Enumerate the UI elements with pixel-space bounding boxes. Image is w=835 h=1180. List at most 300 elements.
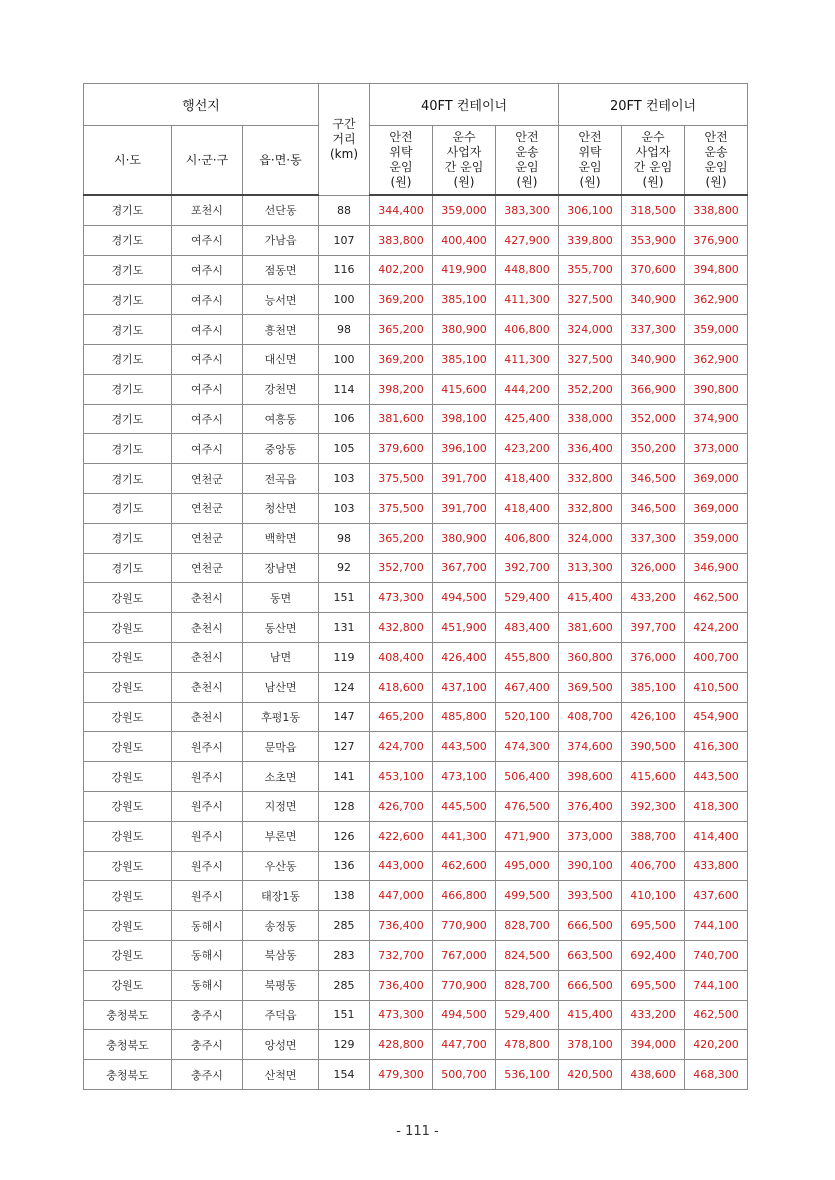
ft40-between-rate-cell: 466,800 [433, 881, 496, 911]
eupmyeondong-cell: 지정면 [243, 791, 319, 821]
ft40-between-rate-cell: 770,900 [433, 911, 496, 941]
ft20-transport-rate-cell: 433,800 [685, 851, 748, 881]
ft40-between-rate-cell: 400,400 [433, 225, 496, 255]
ft20-between-rate-cell: 376,000 [622, 642, 685, 672]
ft40-transport-rate-cell: 499,500 [496, 881, 559, 911]
distance-cell: 103 [319, 493, 370, 523]
ft20-transport-rate-cell: 362,900 [685, 344, 748, 374]
ft40-consign-rate-cell: 418,600 [370, 672, 433, 702]
ft20-transport-rate-cell: 394,800 [685, 255, 748, 285]
eupmyeondong-cell: 흥천면 [243, 315, 319, 345]
distance-cell: 141 [319, 762, 370, 792]
sigungu-cell: 동해시 [172, 970, 243, 1000]
ft40-consign-rate-cell: 344,400 [370, 195, 433, 225]
ft20-transport-rate-cell: 420,200 [685, 1030, 748, 1060]
ft40-transport-rate-cell: 536,100 [496, 1060, 559, 1090]
ft20-consign-rate-cell: 327,500 [559, 344, 622, 374]
eupmyeondong-cell: 부론면 [243, 821, 319, 851]
ft20-between-rate-cell: 346,500 [622, 493, 685, 523]
distance-cell: 136 [319, 851, 370, 881]
ft40-consign-rate-cell: 369,200 [370, 285, 433, 315]
ft20-between-rate-cell: 340,900 [622, 344, 685, 374]
sigungu-cell: 동해시 [172, 911, 243, 941]
distance-cell: 116 [319, 255, 370, 285]
ft20-transport-rate-cell: 443,500 [685, 762, 748, 792]
ft20-consign-rate-cell: 339,800 [559, 225, 622, 255]
sido-cell: 경기도 [84, 374, 172, 404]
ft40-consign-rate-cell: 732,700 [370, 940, 433, 970]
sigungu-cell: 원주시 [172, 732, 243, 762]
table-row [84, 762, 748, 792]
ft40-transport-rate-cell: 406,800 [496, 315, 559, 345]
ft20-transport-rate-cell: 740,700 [685, 940, 748, 970]
ft20-transport-rate-cell: 400,700 [685, 642, 748, 672]
ft40-between-rate-cell: 391,700 [433, 493, 496, 523]
ft40-consign-rate-cell: 365,200 [370, 523, 433, 553]
distance-cell: 119 [319, 642, 370, 672]
sigungu-cell: 춘천시 [172, 642, 243, 672]
sigungu-cell: 춘천시 [172, 583, 243, 613]
ft40-transport-rate-cell: 418,400 [496, 493, 559, 523]
freight-rate-table [83, 83, 748, 1090]
sigungu-cell: 춘천시 [172, 613, 243, 643]
sigungu-cell: 여주시 [172, 255, 243, 285]
sido-cell: 강원도 [84, 821, 172, 851]
ft40-between-rate-cell: 473,100 [433, 762, 496, 792]
header-row-sub [84, 126, 748, 196]
ft20-transport-rate-cell: 744,100 [685, 970, 748, 1000]
ft40-transport-rate-cell: 411,300 [496, 344, 559, 374]
ft40-between-rate-cell: 415,600 [433, 374, 496, 404]
ft40-between-rate-cell: 437,100 [433, 672, 496, 702]
distance-cell: 129 [319, 1030, 370, 1060]
sido-cell: 경기도 [84, 464, 172, 494]
sigungu-cell: 포천시 [172, 195, 243, 225]
table-row [84, 315, 748, 345]
sido-cell: 경기도 [84, 523, 172, 553]
sido-cell: 충청북도 [84, 1060, 172, 1090]
ft20-transport-rate-cell: 414,400 [685, 821, 748, 851]
ft20-transport-rate-cell: 418,300 [685, 791, 748, 821]
sigungu-cell: 여주시 [172, 344, 243, 374]
table-row [84, 374, 748, 404]
table-row [84, 821, 748, 851]
ft20-between-rate-cell: 695,500 [622, 911, 685, 941]
ft40-consign-rate-cell: 736,400 [370, 911, 433, 941]
distance-cell: 151 [319, 1000, 370, 1030]
ft20-consign-rate-cell: 336,400 [559, 434, 622, 464]
ft40-consign-rate-cell: 408,400 [370, 642, 433, 672]
ft40-between-rate-cell: 494,500 [433, 583, 496, 613]
table-row [84, 225, 748, 255]
ft20-transport-rate-cell: 437,600 [685, 881, 748, 911]
eupmyeondong-cell: 소초면 [243, 762, 319, 792]
ft40-consign-rate-cell: 479,300 [370, 1060, 433, 1090]
ft20-transport-rate-header: 안전 운송 운임 (원) [685, 126, 748, 196]
ft20-consign-rate-cell: 324,000 [559, 523, 622, 553]
sido-cell: 강원도 [84, 911, 172, 941]
ft20-consign-rate-cell: 381,600 [559, 613, 622, 643]
distance-cell: 88 [319, 195, 370, 225]
ft20-transport-rate-cell: 346,900 [685, 553, 748, 583]
ft40-between-rate-cell: 443,500 [433, 732, 496, 762]
eupmyeondong-cell: 청산면 [243, 493, 319, 523]
ft40-between-rate-cell: 485,800 [433, 702, 496, 732]
sido-cell: 경기도 [84, 493, 172, 523]
distance-cell: 154 [319, 1060, 370, 1090]
ft20-consign-rate-cell: 324,000 [559, 315, 622, 345]
sido-cell: 경기도 [84, 434, 172, 464]
table-row [84, 553, 748, 583]
ft20-between-rate-cell: 394,000 [622, 1030, 685, 1060]
sido-cell: 강원도 [84, 940, 172, 970]
sigungu-cell: 원주시 [172, 821, 243, 851]
ft20-consign-rate-cell: 415,400 [559, 1000, 622, 1030]
ft40-transport-rate-cell: 520,100 [496, 702, 559, 732]
sido-header: 시·도 [84, 126, 172, 196]
ft20-between-rate-cell: 426,100 [622, 702, 685, 732]
ft20-consign-rate-cell: 666,500 [559, 911, 622, 941]
ft20-between-rate-cell: 385,100 [622, 672, 685, 702]
ft20-header: 20FT 컨테이너 [559, 84, 748, 126]
distance-cell: 100 [319, 344, 370, 374]
ft20-between-rate-cell: 366,900 [622, 374, 685, 404]
sido-cell: 강원도 [84, 881, 172, 911]
eupmyeondong-cell: 주덕읍 [243, 1000, 319, 1030]
ft40-between-rate-cell: 385,100 [433, 285, 496, 315]
ft20-consign-rate-cell: 332,800 [559, 493, 622, 523]
eupmyeondong-cell: 송정동 [243, 911, 319, 941]
ft20-between-rate-cell: 415,600 [622, 762, 685, 792]
ft20-consign-rate-cell: 313,300 [559, 553, 622, 583]
ft40-consign-rate-cell: 432,800 [370, 613, 433, 643]
ft40-transport-rate-cell: 427,900 [496, 225, 559, 255]
ft40-consign-rate-cell: 443,000 [370, 851, 433, 881]
ft20-between-rate-cell: 326,000 [622, 553, 685, 583]
ft20-consign-rate-cell: 408,700 [559, 702, 622, 732]
ft40-between-rate-cell: 385,100 [433, 344, 496, 374]
ft20-transport-rate-cell: 369,000 [685, 493, 748, 523]
ft20-between-rate-cell: 692,400 [622, 940, 685, 970]
header-row-top [84, 84, 748, 126]
distance-header: 구간 거리 (km) [319, 84, 370, 196]
sido-cell: 강원도 [84, 583, 172, 613]
ft20-transport-rate-cell: 369,000 [685, 464, 748, 494]
ft40-between-rate-cell: 451,900 [433, 613, 496, 643]
distance-cell: 124 [319, 672, 370, 702]
table-row [84, 464, 748, 494]
ft40-transport-rate-cell: 474,300 [496, 732, 559, 762]
ft20-between-rate-cell: 346,500 [622, 464, 685, 494]
distance-cell: 147 [319, 702, 370, 732]
table-row [84, 940, 748, 970]
ft20-between-rate-cell: 370,600 [622, 255, 685, 285]
ft20-transport-rate-cell: 468,300 [685, 1060, 748, 1090]
table-row [84, 1000, 748, 1030]
ft20-consign-rate-cell: 378,100 [559, 1030, 622, 1060]
ft40-between-rate-cell: 770,900 [433, 970, 496, 1000]
distance-cell: 128 [319, 791, 370, 821]
ft20-between-rate-cell: 350,200 [622, 434, 685, 464]
ft20-between-rate-cell: 438,600 [622, 1060, 685, 1090]
table-row [84, 672, 748, 702]
sido-cell: 강원도 [84, 851, 172, 881]
eupmyeondong-cell: 전곡읍 [243, 464, 319, 494]
ft40-between-rate-cell: 391,700 [433, 464, 496, 494]
table-row [84, 911, 748, 941]
sigungu-cell: 동해시 [172, 940, 243, 970]
ft40-transport-rate-cell: 506,400 [496, 762, 559, 792]
eupmyeondong-cell: 남면 [243, 642, 319, 672]
ft20-between-rate-cell: 406,700 [622, 851, 685, 881]
eupmyeondong-cell: 북삼동 [243, 940, 319, 970]
sido-cell: 강원도 [84, 672, 172, 702]
ft40-consign-rate-cell: 736,400 [370, 970, 433, 1000]
ft40-between-rate-cell: 396,100 [433, 434, 496, 464]
ft20-between-rate-cell: 410,100 [622, 881, 685, 911]
ft40-consign-rate-cell: 365,200 [370, 315, 433, 345]
ft40-between-rate-cell: 494,500 [433, 1000, 496, 1030]
page-number: - 111 - [396, 1124, 439, 1139]
ft40-transport-rate-cell: 406,800 [496, 523, 559, 553]
table-row [84, 702, 748, 732]
ft20-transport-rate-cell: 359,000 [685, 315, 748, 345]
eupmyeondong-cell: 동산면 [243, 613, 319, 643]
ft40-consign-rate-cell: 465,200 [370, 702, 433, 732]
ft40-consign-rate-cell: 422,600 [370, 821, 433, 851]
ft20-consign-rate-cell: 352,200 [559, 374, 622, 404]
ft20-consign-rate-cell: 398,600 [559, 762, 622, 792]
ft20-consign-rate-cell: 415,400 [559, 583, 622, 613]
eupmyeondong-cell: 선단동 [243, 195, 319, 225]
ft20-between-rate-cell: 337,300 [622, 315, 685, 345]
sido-cell: 경기도 [84, 195, 172, 225]
sigungu-cell: 춘천시 [172, 672, 243, 702]
ft20-consign-rate-cell: 393,500 [559, 881, 622, 911]
ft40-consign-rate-cell: 473,300 [370, 583, 433, 613]
ft20-transport-rate-cell: 376,900 [685, 225, 748, 255]
distance-cell: 100 [319, 285, 370, 315]
ft20-between-rate-cell: 318,500 [622, 195, 685, 225]
sigungu-cell: 여주시 [172, 404, 243, 434]
table-row [84, 970, 748, 1000]
ft20-between-rate-cell: 388,700 [622, 821, 685, 851]
ft40-transport-rate-cell: 448,800 [496, 255, 559, 285]
ft40-transport-rate-cell: 471,900 [496, 821, 559, 851]
ft40-between-rate-cell: 426,400 [433, 642, 496, 672]
ft20-transport-rate-cell: 390,800 [685, 374, 748, 404]
table-row [84, 434, 748, 464]
sido-cell: 강원도 [84, 642, 172, 672]
distance-cell: 126 [319, 821, 370, 851]
ft20-consign-rate-cell: 338,000 [559, 404, 622, 434]
table-header [84, 84, 748, 196]
sigungu-cell: 충주시 [172, 1060, 243, 1090]
ft20-consign-rate-cell: 663,500 [559, 940, 622, 970]
ft40-consign-rate-cell: 398,200 [370, 374, 433, 404]
distance-cell: 285 [319, 970, 370, 1000]
ft40-transport-rate-cell: 423,200 [496, 434, 559, 464]
sigungu-cell: 연천군 [172, 553, 243, 583]
eupmyeondong-header: 읍·면·동 [243, 126, 319, 196]
ft40-transport-rate-cell: 824,500 [496, 940, 559, 970]
distance-cell: 92 [319, 553, 370, 583]
ft20-between-rate-cell: 695,500 [622, 970, 685, 1000]
ft40-between-rate-cell: 767,000 [433, 940, 496, 970]
table-row [84, 1060, 748, 1090]
ft20-between-rate-cell: 340,900 [622, 285, 685, 315]
ft40-consign-rate-header: 안전 위탁 운임 (원) [370, 126, 433, 196]
ft40-between-rate-cell: 359,000 [433, 195, 496, 225]
region-header: 행선지 [84, 84, 319, 126]
sigungu-cell: 춘천시 [172, 702, 243, 732]
ft20-transport-rate-cell: 362,900 [685, 285, 748, 315]
sido-cell: 경기도 [84, 225, 172, 255]
distance-cell: 127 [319, 732, 370, 762]
ft40-between-rate-cell: 445,500 [433, 791, 496, 821]
sigungu-cell: 여주시 [172, 285, 243, 315]
ft40-consign-rate-cell: 352,700 [370, 553, 433, 583]
sido-cell: 강원도 [84, 762, 172, 792]
ft20-transport-rate-cell: 462,500 [685, 583, 748, 613]
sido-cell: 충청북도 [84, 1000, 172, 1030]
distance-cell: 98 [319, 315, 370, 345]
sigungu-cell: 여주시 [172, 374, 243, 404]
sido-cell: 경기도 [84, 255, 172, 285]
ft40-between-rate-cell: 462,600 [433, 851, 496, 881]
ft40-transport-rate-cell: 483,400 [496, 613, 559, 643]
ft20-between-rate-cell: 433,200 [622, 583, 685, 613]
distance-cell: 98 [319, 523, 370, 553]
sido-cell: 경기도 [84, 553, 172, 583]
sigungu-cell: 여주시 [172, 434, 243, 464]
distance-cell: 151 [319, 583, 370, 613]
distance-cell: 114 [319, 374, 370, 404]
sido-cell: 강원도 [84, 613, 172, 643]
ft40-consign-rate-cell: 375,500 [370, 493, 433, 523]
ft20-between-rate-cell: 392,300 [622, 791, 685, 821]
distance-cell: 285 [319, 911, 370, 941]
ft40-between-rate-header: 운수 사업자 간 운임 (원) [433, 126, 496, 196]
ft40-transport-rate-header: 안전 운송 운임 (원) [496, 126, 559, 196]
table-row [84, 523, 748, 553]
table-body [84, 195, 748, 1089]
eupmyeondong-cell: 문막읍 [243, 732, 319, 762]
ft20-transport-rate-cell: 338,800 [685, 195, 748, 225]
table-row [84, 791, 748, 821]
ft20-consign-rate-cell: 332,800 [559, 464, 622, 494]
ft20-between-rate-cell: 433,200 [622, 1000, 685, 1030]
ft40-transport-rate-cell: 828,700 [496, 911, 559, 941]
ft40-consign-rate-cell: 447,000 [370, 881, 433, 911]
ft20-consign-rate-cell: 420,500 [559, 1060, 622, 1090]
ft40-transport-rate-cell: 411,300 [496, 285, 559, 315]
table-row [84, 404, 748, 434]
sido-cell: 충청북도 [84, 1030, 172, 1060]
ft40-consign-rate-cell: 381,600 [370, 404, 433, 434]
table-row [84, 881, 748, 911]
sido-cell: 강원도 [84, 791, 172, 821]
table-row [84, 285, 748, 315]
ft40-transport-rate-cell: 495,000 [496, 851, 559, 881]
ft20-consign-rate-cell: 373,000 [559, 821, 622, 851]
ft40-transport-rate-cell: 529,400 [496, 583, 559, 613]
ft40-consign-rate-cell: 424,700 [370, 732, 433, 762]
sido-cell: 경기도 [84, 404, 172, 434]
eupmyeondong-cell: 우산동 [243, 851, 319, 881]
ft40-between-rate-cell: 367,700 [433, 553, 496, 583]
ft20-transport-rate-cell: 424,200 [685, 613, 748, 643]
ft40-transport-rate-cell: 425,400 [496, 404, 559, 434]
ft20-consign-rate-cell: 327,500 [559, 285, 622, 315]
ft20-between-rate-cell: 397,700 [622, 613, 685, 643]
distance-cell: 105 [319, 434, 370, 464]
sido-cell: 경기도 [84, 344, 172, 374]
ft40-transport-rate-cell: 467,400 [496, 672, 559, 702]
eupmyeondong-cell: 강천면 [243, 374, 319, 404]
eupmyeondong-cell: 앙성면 [243, 1030, 319, 1060]
ft40-between-rate-cell: 398,100 [433, 404, 496, 434]
ft40-consign-rate-cell: 369,200 [370, 344, 433, 374]
distance-cell: 138 [319, 881, 370, 911]
sigungu-cell: 원주시 [172, 851, 243, 881]
ft20-between-rate-cell: 353,900 [622, 225, 685, 255]
ft40-transport-rate-cell: 392,700 [496, 553, 559, 583]
sido-cell: 강원도 [84, 732, 172, 762]
eupmyeondong-cell: 남산면 [243, 672, 319, 702]
distance-cell: 107 [319, 225, 370, 255]
ft20-consign-rate-cell: 666,500 [559, 970, 622, 1000]
table-row [84, 851, 748, 881]
ft40-consign-rate-cell: 453,100 [370, 762, 433, 792]
ft40-between-rate-cell: 441,300 [433, 821, 496, 851]
sigungu-cell: 원주시 [172, 762, 243, 792]
table-row [84, 732, 748, 762]
eupmyeondong-cell: 여흥동 [243, 404, 319, 434]
table-row [84, 493, 748, 523]
ft40-between-rate-cell: 380,900 [433, 315, 496, 345]
sigungu-cell: 연천군 [172, 523, 243, 553]
sido-cell: 강원도 [84, 970, 172, 1000]
ft40-transport-rate-cell: 455,800 [496, 642, 559, 672]
ft20-between-rate-header: 운수 사업자 간 운임 (원) [622, 126, 685, 196]
distance-cell: 103 [319, 464, 370, 494]
sigungu-cell: 여주시 [172, 225, 243, 255]
ft20-consign-rate-cell: 390,100 [559, 851, 622, 881]
ft20-consign-rate-cell: 306,100 [559, 195, 622, 225]
ft20-transport-rate-cell: 416,300 [685, 732, 748, 762]
ft40-between-rate-cell: 500,700 [433, 1060, 496, 1090]
ft40-consign-rate-cell: 428,800 [370, 1030, 433, 1060]
sigungu-cell: 원주시 [172, 881, 243, 911]
ft20-transport-rate-cell: 359,000 [685, 523, 748, 553]
eupmyeondong-cell: 산척면 [243, 1060, 319, 1090]
eupmyeondong-cell: 중앙동 [243, 434, 319, 464]
ft20-between-rate-cell: 390,500 [622, 732, 685, 762]
table-row [84, 583, 748, 613]
ft40-between-rate-cell: 419,900 [433, 255, 496, 285]
ft40-consign-rate-cell: 379,600 [370, 434, 433, 464]
eupmyeondong-cell: 태장1동 [243, 881, 319, 911]
ft40-transport-rate-cell: 444,200 [496, 374, 559, 404]
table-row [84, 195, 748, 225]
ft40-transport-rate-cell: 828,700 [496, 970, 559, 1000]
ft20-consign-rate-cell: 376,400 [559, 791, 622, 821]
ft40-transport-rate-cell: 383,300 [496, 195, 559, 225]
ft40-header: 40FT 컨테이너 [370, 84, 559, 126]
sigungu-cell: 원주시 [172, 791, 243, 821]
distance-cell: 131 [319, 613, 370, 643]
